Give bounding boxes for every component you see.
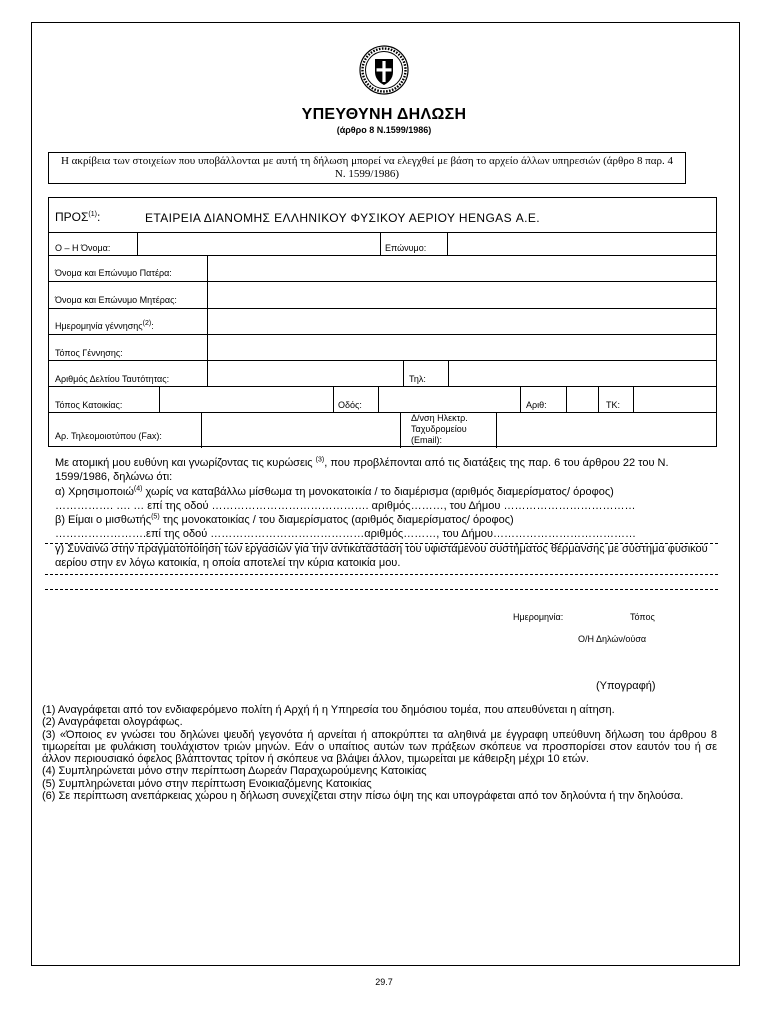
declaration-option-a: α) Χρησιμοποιώ$^{(4)}$ χωρίς να καταβάλλω μίσθωμα τη μονοκατοικία / το διαμέρισμα (αριθμός διαμερίσματος/ όροφος) — [55, 484, 614, 498]
footnote-2: (2) Αναγράφεται ολογράφως. — [42, 716, 183, 729]
birthdate-field[interactable] — [208, 309, 716, 333]
street-number-field[interactable] — [567, 387, 597, 411]
postcode-label: ΤΚ: — [606, 400, 621, 410]
signature-label[interactable]: (Υπογραφή) — [596, 680, 656, 692]
fax-label: Αρ. Τηλεομοιοτύπου (Fax): — [55, 431, 162, 441]
recipient-value: ΕΤΑΙΡΕΙΑ ΔΙΑΝΟΜΗΣ ΕΛΛΗΝΙΚΟΥ ΦΥΣΙΚΟΥ ΑΕΡΙΟΥ HENGAS Α.Ε. — [145, 211, 540, 225]
declaration-option-c: γ) Συναινώ στην πραγματοποίηση των εργασιών για την αντικατάσταση του υφιστάμενου συστήματος θέρμανσης με σύστημα φυσικού αερίου στην εν λόγω κατοικία, η οποία αποτελεί την κύρια κατοικία μου. — [55, 542, 708, 570]
id-number-label: Αριθμός Δελτίου Ταυτότητας: — [55, 374, 170, 384]
dashed-line — [45, 543, 718, 544]
birthplace-label: Τόπος Γέννησης: — [55, 348, 123, 358]
father-name-label: Όνομα και Επώνυμο Πατέρα: — [55, 268, 172, 278]
fax-field[interactable] — [202, 413, 399, 447]
id-number-field[interactable] — [208, 361, 402, 385]
birthdate-label: Ημερομηνία γέννησης$^{(2)}$: — [55, 320, 154, 331]
postcode-field[interactable] — [634, 387, 716, 411]
recipient-label: ΠΡΟΣ$^{(1)}$: — [55, 210, 101, 224]
phone-field[interactable] — [449, 361, 716, 385]
footnote-3: (3) «Όποιος εν γνώσει του δηλώνει ψευδή γεγονότα ή αρνείται ή αποκρύπτει τα αληθινά με έγγραφη υπεύθυνη δήλωση του άρθρου 8 τιμωρείται με φυλάκιση τουλάχιστον τριών μηνών. Εάν ο υπαίτιος αυτών των πράξεων σκόπευε να προσπορίσει στον εαυτόν του ή σε άλλον περιουσιακό όφελος βλάπτοντας τρίτον ή σκόπευε να βλάψει άλλον, τιμωρείται με κάθειρξη μέχρι 10 ετών. — [42, 728, 717, 766]
declaration-intro: Με ατομική μου ευθύνη και γνωρίζοντας τις κυρώσεις $^{(3)}$, που προβλέπονται από τις διατάξεις της παρ. 6 του άρθρου 22 του Ν. 1599/1986, δηλώνω ότι: — [55, 456, 669, 484]
email-label: Δ/νση Ηλεκτρ. Ταχυδρομείου (Email): — [411, 413, 468, 445]
declarant-label: Ο/Η Δηλών/ούσα — [578, 634, 647, 644]
place-label: Τόπος — [630, 612, 655, 622]
personal-details-table — [48, 197, 717, 447]
accuracy-notice: Η ακρίβεια των στοιχείων που υποβάλλονται με αυτή τη δήλωση μπορεί να ελεγχθεί με βάση το αρχείο άλλων υπηρεσιών (άρθρο 8 παρ. 4 Ν. 1599/1986) — [48, 152, 686, 184]
form-subtitle: (άρθρο 8 Ν.1599/1986) — [336, 125, 432, 135]
father-name-field[interactable] — [208, 256, 716, 280]
declaration-option-b-details: …………………….επί της οδού ……………………………………αριθμός………, του Δήμου………………………………… — [55, 528, 637, 541]
first-name-field[interactable] — [138, 233, 379, 254]
date-label: Ημερομηνία: — [513, 612, 564, 622]
residence-field[interactable] — [160, 387, 332, 411]
email-field[interactable] — [497, 413, 716, 447]
street-number-label: Αριθ: — [526, 400, 547, 410]
footnote-4: (4) Συμπληρώνεται μόνο στην περίπτωση Δωρεάν Παραχωρούμενης Κατοικίας — [42, 765, 427, 778]
surname-label: Επώνυμο: — [385, 243, 427, 253]
footnote-5: (5) Συμπληρώνεται μόνο στην περίπτωση Ενοικιαζόμενης Κατοικίας — [42, 777, 372, 790]
mother-name-field[interactable] — [208, 282, 716, 307]
footnote-1: (1) Αναγράφεται από τον ενδιαφερόμενο πολίτη ή Αρχή ή η Υπηρεσία του δημόσιου τομέα, που απευθύνεται η αίτηση. — [42, 704, 615, 716]
first-name-label: Ο – Η Όνομα: — [55, 243, 111, 253]
declaration-text — [55, 456, 715, 570]
surname-field[interactable] — [448, 233, 716, 254]
footnote-6: (6) Σε περίπτωση ανεπάρκειας χώρου η δήλωση συνεχίζεται στην πίσω όψη της και υπογράφεται από τον δηλούντα ή την δηλούσα. — [42, 790, 684, 803]
birthplace-field[interactable] — [208, 335, 716, 359]
residence-label: Τόπος Κατοικίας: — [55, 400, 123, 410]
mother-name-label: Όνομα και Επώνυμο Μητέρας: — [55, 295, 177, 305]
footnotes — [42, 704, 717, 802]
street-label: Οδός: — [338, 400, 362, 410]
dashed-line — [45, 589, 718, 590]
phone-label: Τηλ: — [409, 374, 426, 384]
page-number: 29.7 — [375, 977, 393, 987]
declaration-option-b: β) Είμαι ο μισθωτής$^{(5)}$ της μονοκατοικίας / του διαμερίσματος (αριθμός διαμερίσματος/ όροφος) — [55, 513, 514, 527]
dashed-line — [45, 574, 718, 575]
declaration-option-a-details: ……………. …. … επί της οδού ……………………………………. αριθμός………, του Δήμου ……………………………… — [55, 499, 636, 512]
form-title: ΥΠΕΥΘΥΝΗ ΔΗΛΩΣΗ — [301, 106, 467, 123]
greek-coat-of-arms-icon — [358, 44, 410, 96]
street-field[interactable] — [379, 387, 519, 411]
